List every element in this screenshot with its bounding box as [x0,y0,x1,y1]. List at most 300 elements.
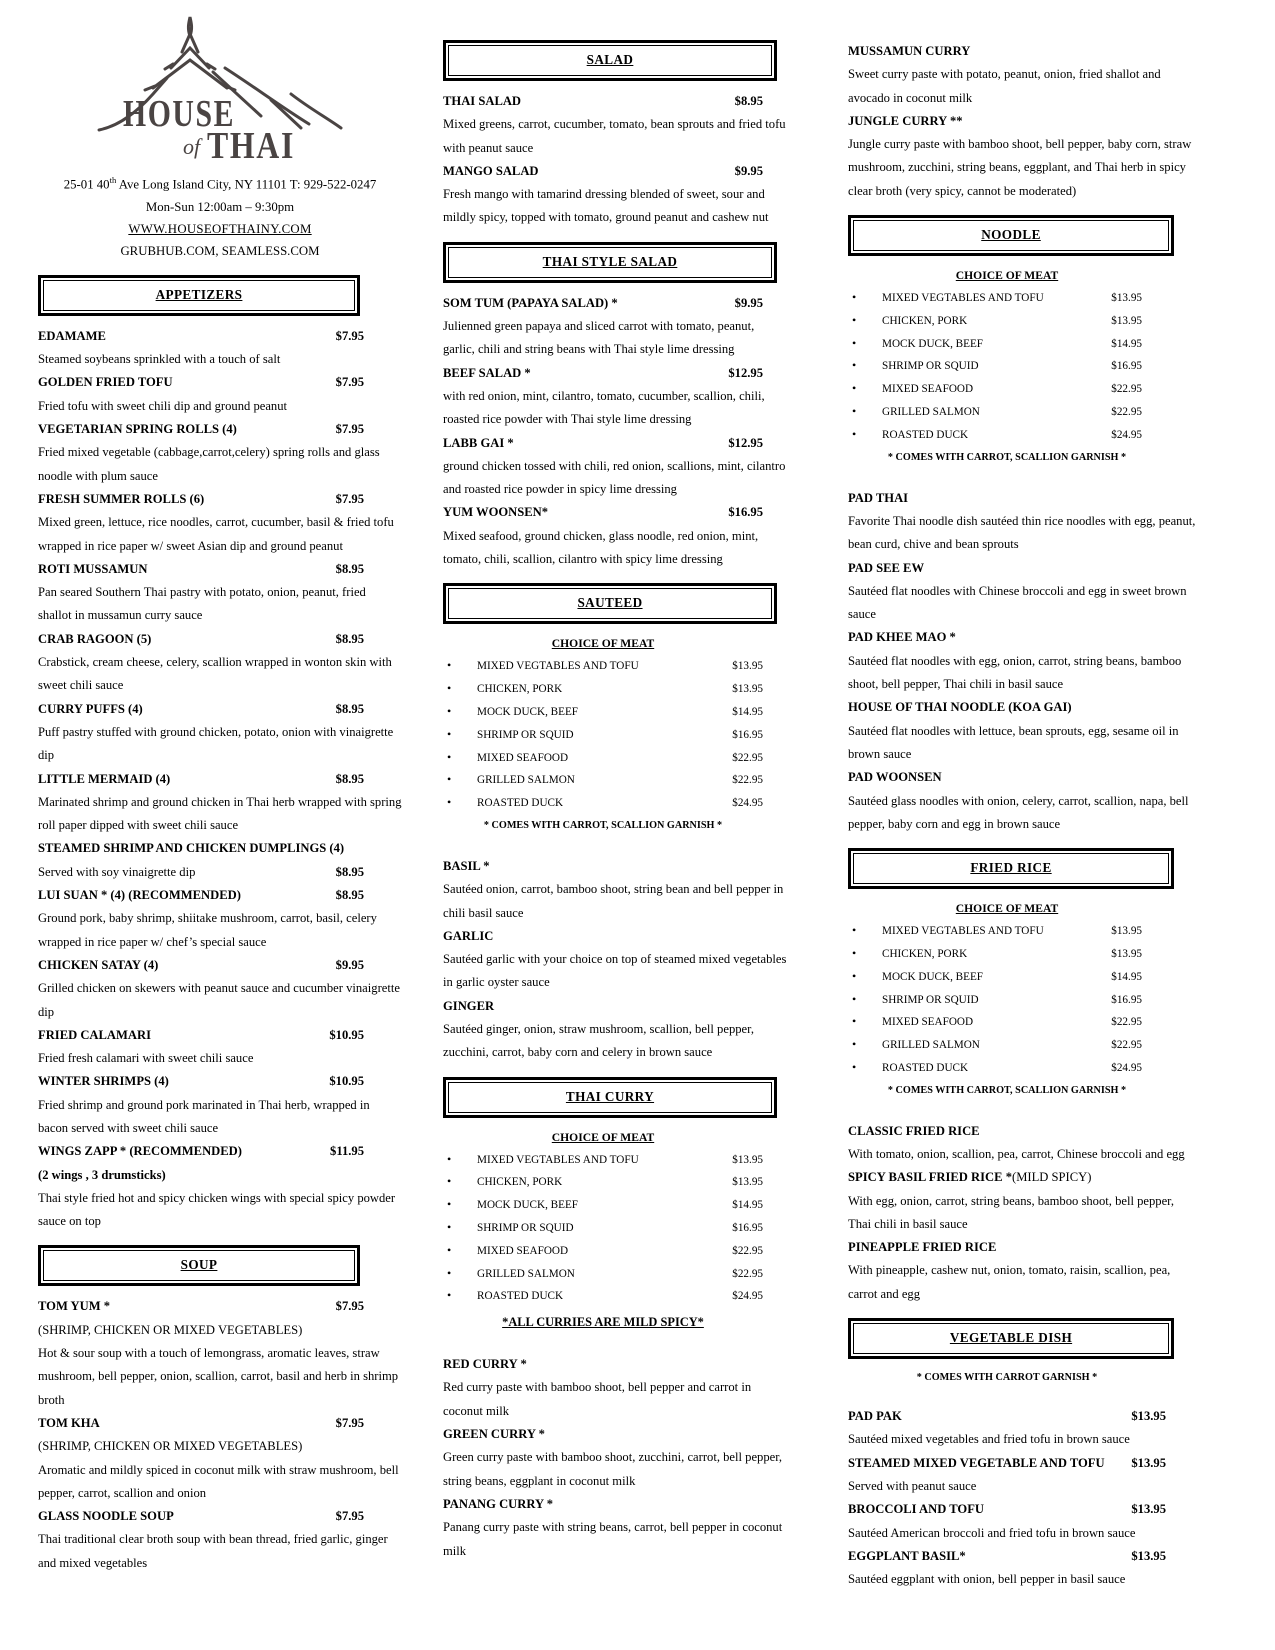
item-header [443,501,763,524]
item-name: STEAMED MIXED VEGETABLE AND TOFU [848,1455,1105,1470]
item-name: RED CURRY * [443,1357,527,1372]
item-description: Sautéed garlic with your choice on top of steamed mixed vegetables in garlic oyster sauce [443,952,787,990]
item-price: $7.95 [335,1415,364,1430]
item-name: CURRY PUFFS (4) [38,701,143,716]
section-header-inner [853,1323,1169,1354]
item-name: PANANG CURRY * [443,1496,554,1511]
choice-row [443,1217,763,1240]
choice-meat-name: MOCK DUCK, BEEF [882,970,984,983]
item-description: Grilled chicken on skewers with peanut sauce and cucumber vinaigrette dip [38,981,400,1019]
section-header-inner [448,1082,772,1113]
section-title: FRIED RICE [970,860,1052,876]
hours-line: Mon-Sun 12:00am – 9:30pm [145,199,295,214]
menu-item [848,40,1196,110]
choice-meat-price: $13.95 [1111,292,1142,305]
menu-item [38,1295,402,1411]
menu-item [38,628,402,698]
choice-note: * COMES WITH CARROT, SCALLION GARNISH * [887,1084,1127,1096]
choice-meat-price: $13.95 [732,683,763,696]
section-header-box [443,242,777,283]
choice-meat-price: $13.95 [732,1176,763,1189]
choice-meat-price: $24.95 [1111,428,1142,441]
choice-meat-price: $14.95 [1111,970,1142,983]
choice-of-meat-list [443,633,787,835]
choice-meat-price: $24.95 [1111,1061,1142,1074]
item-header [38,837,364,860]
menu-item [848,1166,1196,1236]
choice-row [848,310,1142,333]
item-name-suffix: (MILD SPICY) [1012,1170,1092,1185]
item-subtitle: (SHRIMP, CHICKEN OR MIXED VEGETABLES) [38,1322,303,1337]
choice-meat-price: $13.95 [732,1153,763,1166]
menu-item [38,371,402,418]
item-name: SOM TUM (PAPAYA SALAD) * [443,295,618,310]
item-header [848,487,1166,510]
choice-meat-name: ROASTED DUCK [882,428,969,441]
item-name: JUNGLE CURRY ** [848,113,963,128]
section-header-box [848,215,1174,256]
item-header [848,40,1166,63]
bullet-icon: • [852,358,857,373]
choice-meat-name: GRILLED SALMON [882,406,980,419]
menu-item [443,1423,787,1493]
choice-row [848,1057,1142,1080]
item-header [38,1412,364,1435]
item-price: $7.95 [335,328,364,343]
item-description: Mixed seafood, ground chicken, glass noodle, red onion, mint, tomato, chili, scallion, cilantro with spicy lime dressing [443,528,759,567]
item-description: Aromatic and mildly spiced in coconut milk with straw mushroom, bell pepper, carrot, scallion and onion [38,1462,399,1500]
bullet-icon: • [447,1151,452,1166]
item-description: Hot & sour soup with a touch of lemongrass, aromatic leaves, straw mushroom, bell pepper, onion, scallion, carrot, basil and herb in shrimp broth [38,1346,399,1407]
choice-meat-name: SHRIMP OR SQUID [477,728,574,741]
section-header-inner [853,220,1169,251]
item-name: TOM KHA [38,1415,100,1430]
item-price: $13.95 [1131,1409,1166,1424]
item-name: EDAMAME [38,328,106,343]
item-price: $8.95 [335,771,364,786]
choice-of-meat-list [848,265,1196,467]
section-header-box [848,1318,1174,1359]
choice-row [443,792,763,815]
item-header [38,628,364,651]
section-title: THAI STYLE SALAD [542,253,678,269]
item-header [38,698,364,721]
item-description: Sautéed eggplant with onion, bell pepper in basil sauce [848,1572,1126,1587]
bullet-icon: • [447,1288,452,1303]
choice-row [848,424,1142,447]
section-title: SALAD [586,52,634,67]
bullet-icon: • [447,795,452,810]
choice-meat-price: $14.95 [1111,337,1142,350]
section-title: VEGETABLE DISH [949,1330,1073,1346]
choice-meat-price: $22.95 [1111,1016,1142,1029]
item-description: Sweet curry paste with potato, peanut, onion, fried shallot and avocado in coconut milk [848,67,1161,105]
choice-note: *ALL CURRIES ARE MILD SPICY* [502,1315,704,1330]
bullet-icon: • [447,658,452,673]
item-name: BROCCOLI AND TOFU [848,1502,984,1517]
item-name: FRIED CALAMARI [38,1027,151,1042]
choice-meat-price: $13.95 [1111,947,1142,960]
choice-row [848,966,1142,989]
menu-item [443,160,787,230]
item-price: $7.95 [335,1299,364,1314]
item-description: Fried tofu with sweet chili dip and ground peanut [38,398,288,413]
item-description: Pan seared Southern Thai pastry with potato, onion, peanut, fried shallot in mussamun curry sauce [38,585,366,623]
item-name: YUM WOONSEN* [443,505,549,520]
choice-meat-price: $13.95 [1111,925,1142,938]
choice-meat-price: $22.95 [1111,1039,1142,1052]
item-price: $13.95 [1131,1502,1166,1517]
address-line [38,169,402,196]
choice-row [848,378,1142,401]
logo-text-of: of [183,134,201,159]
bullet-icon: • [852,426,857,441]
choice-meat-name: ROASTED DUCK [477,797,564,810]
section-title: APPETIZERS [155,286,243,302]
choice-meat-name: MOCK DUCK, BEEF [882,337,984,350]
choice-meat-price: $22.95 [732,751,763,764]
bullet-icon: • [852,991,857,1006]
item-name: GREEN CURRY * [443,1427,545,1442]
menu-item [38,1140,402,1233]
section-header-inner [43,1250,355,1281]
item-header [848,1405,1166,1428]
bullet-icon: • [852,1059,857,1074]
item-header [38,1505,364,1528]
menu-item [38,488,402,558]
section-header-box [443,40,777,81]
column-3 [848,0,1196,1591]
item-name: PAD THAI [848,490,909,505]
item-price: $11.95 [330,1144,364,1159]
item-name: GLASS NOODLE SOUP [38,1509,174,1524]
menu-item [38,1024,402,1071]
temple-logo-drawing [95,14,345,162]
choice-row [443,1149,763,1172]
column-2 [443,0,787,1563]
choice-row [848,943,1142,966]
item-price: $16.95 [728,505,763,520]
item-description: Puff pastry stuffed with ground chicken, potato, onion with vinaigrette dip [38,724,394,763]
spacer [848,1387,1196,1405]
item-header [848,766,1166,789]
item-header [848,1120,1166,1143]
item-name: PAD SEE EW [848,560,925,575]
item-name: STEAMED SHRIMP AND CHICKEN DUMPLINGS (4) [38,841,345,856]
choice-of-meat-title: CHOICE OF MEAT [955,902,1059,916]
item-description: Sautéed glass noodles with onion, celery, carrot, scallion, napa, bell pepper, baby corn and egg in brown sauce [848,793,1189,831]
item-description: Thai traditional clear broth soup with bean thread, fried garlic, ginger and mixed vegetables [38,1532,388,1570]
item-price: $8.95 [734,94,763,108]
bullet-icon: • [447,703,452,718]
choice-row [848,355,1142,378]
item-price: $9.95 [335,957,364,972]
spacer [848,1100,1196,1120]
item-name: PINEAPPLE FRIED RICE [848,1240,997,1255]
item-price: $7.95 [335,1509,364,1524]
column-3-flow [848,40,1196,1591]
menu-item [38,418,402,488]
choice-meat-name: MOCK DUCK, BEEF [477,1199,579,1212]
bullet-icon: • [447,1174,452,1189]
item-description: Steamed soybeans sprinkled with a touch of salt [38,352,281,367]
bullet-icon: • [852,381,857,396]
item-header [38,558,364,581]
item-name: WINGS ZAPP * (RECOMMENDED) [38,1144,242,1159]
item-name: LITTLE MERMAID (4) [38,771,171,786]
item-name: FRESH SUMMER ROLLS (6) [38,491,205,506]
choice-meat-price: $22.95 [1111,406,1142,419]
item-name: CRAB RAGOON (5) [38,631,152,646]
choice-meat-name: CHICKEN, PORK [477,683,563,696]
section-header-inner [448,247,772,278]
choice-of-meat-title: CHOICE OF MEAT [551,637,655,651]
menu-item [38,698,402,768]
choice-row [848,333,1142,356]
choice-meat-price: $22.95 [732,1267,763,1280]
bullet-icon: • [447,772,452,787]
item-description: Sautéed flat noodles with lettuce, bean sprouts, egg, sesame oil in brown sauce [848,723,1179,761]
menu-item [848,696,1196,766]
item-price: $8.95 [335,888,364,903]
bullet-icon: • [852,290,857,305]
item-price: $9.95 [734,163,763,178]
item-description: Fried shrimp and ground pork marinated in Thai herb, wrapped in bacon served with sweet chili sauce [38,1097,370,1135]
section-header-box [38,275,360,316]
section-title: NOODLE [981,227,1041,243]
item-name: CLASSIC FRIED RICE [848,1123,980,1138]
item-header [443,1423,763,1446]
item-description: Jungle curry paste with bamboo shoot, bell pepper, baby corn, straw mushroom, zucchini, string beans, eggplant, and Thai herb in spicy clear broth (very spicy, cannot be moderated) [848,137,1192,198]
bullet-icon: • [852,945,857,960]
menu-item [443,362,787,432]
menu-item [443,292,787,362]
menu-item [848,1120,1196,1167]
section-header-box [38,1245,360,1286]
item-subtitle: (SHRIMP, CHICKEN OR MIXED VEGETABLES) [38,1439,303,1454]
choice-row [443,724,763,747]
menu-item [38,954,402,1024]
item-price: $8.95 [335,631,364,646]
menu-item [443,1353,787,1423]
bullet-icon: • [447,1242,452,1257]
item-name: THAI SALAD [443,94,522,108]
choice-meat-name: CHICKEN, PORK [477,1176,563,1189]
item-header [38,325,364,348]
item-description: Sautéed American broccoli and fried tofu in brown sauce [848,1525,1136,1540]
choice-row [848,1034,1142,1057]
section-header-box [443,583,777,624]
choice-meat-price: $16.95 [1111,360,1142,373]
choice-meat-name: GRILLED SALMON [477,1267,575,1280]
website-link: WWW.HOUSEOFTHAINY.COM [128,222,312,237]
menu-item [38,558,402,628]
menu-item [443,925,787,995]
item-name: LUI SUAN * (4) (RECOMMENDED) [38,888,241,903]
item-header [38,1070,364,1093]
choice-row [443,747,763,770]
item-name: GINGER [443,998,495,1013]
item-name: GARLIC [443,928,494,943]
menu-item [848,1405,1196,1452]
item-name: SPICY BASIL FRIED RICE *(MILD SPICY) [848,1170,1092,1185]
bullet-icon: • [447,1197,452,1212]
choice-meat-name: SHRIMP OR SQUID [882,360,979,373]
item-description: Crabstick, cream cheese, celery, scallion wrapped in wonton skin with sweet chili sauce [38,655,392,693]
choice-row [443,1240,763,1263]
choice-meat-name: GRILLED SALMON [477,774,575,787]
restaurant-logo [38,14,402,167]
choice-note: * COMES WITH CARROT, SCALLION GARNISH * [887,451,1127,463]
choice-meat-price: $13.95 [1111,314,1142,327]
item-name: CHICKEN SATAY (4) [38,957,159,972]
item-header [443,1353,763,1376]
bullet-icon: • [852,335,857,350]
choice-row [443,1285,763,1308]
item-description: with red onion, mint, cilantro, tomato, cucumber, scallion, chili, roasted rice powder with Thai style lime dressing [443,388,765,427]
item-header [38,488,364,511]
menu-item [443,1493,787,1563]
choice-row [848,287,1142,310]
menu-item [848,766,1196,836]
item-name: MANGO SALAD [443,163,539,178]
item-name: PAD KHEE MAO * [848,630,956,645]
choice-row [443,1194,763,1217]
item-price: $10.95 [329,1074,364,1089]
item-header [38,1140,364,1163]
bullet-icon: • [852,968,857,983]
section-header-inner [448,45,772,76]
choice-of-meat-title: CHOICE OF MEAT [955,269,1059,283]
item-price: $12.95 [728,435,763,450]
choice-row [848,401,1142,424]
menu-item [443,432,787,502]
item-description: Mixed green, lettuce, rice noodles, carrot, cucumber, basil & fried tofu wrapped in rice paper w/ sweet Asian dip and ground peanut [38,515,394,553]
bullet-icon: • [852,312,857,327]
item-name: BEEF SALAD * [443,365,531,380]
menu-item [848,487,1196,557]
item-name: LABB GAI * [443,435,514,450]
item-header [443,925,763,948]
menu-item [848,557,1196,627]
item-description: Ground pork, baby shrimp, shiitake mushroom, carrot, basil, celery wrapped in rice paper w/ chef’s special sauce [38,911,377,949]
menu-item [38,325,402,372]
item-description: Sautéed mixed vegetables and fried tofu in brown sauce [848,1432,1130,1447]
item-price: $8.95 [335,864,364,879]
choice-meat-name: SHRIMP OR SQUID [477,1221,574,1234]
item-header [848,110,1166,133]
choice-note: * COMES WITH CARROT, SCALLION GARNISH * [483,819,723,831]
item-header [848,1498,1166,1521]
section-title: THAI CURRY [565,1088,655,1104]
section-header-inner [43,280,355,311]
item-name: WINTER SHRIMPS (4) [38,1074,169,1089]
bullet-icon: • [852,1037,857,1052]
choice-meat-name: MIXED SEAFOOD [477,1244,569,1257]
item-description: Served with peanut sauce [848,1478,977,1493]
item-description: Sautéed onion, carrot, bamboo shoot, string bean and bell pepper in chili basil sauce [443,882,784,920]
item-price: $7.95 [335,375,364,390]
menu-item [38,837,402,884]
address-superscript: th [109,175,117,185]
item-price: $8.95 [335,701,364,716]
bullet-icon: • [447,1219,452,1234]
item-header [443,362,763,385]
item-subtitle: (2 wings , 3 drumsticks) [38,1167,166,1182]
choice-meat-price: $16.95 [732,728,763,741]
choice-meat-name: MIXED VEGTABLES AND TOFU [882,925,1044,938]
choice-meat-price: $24.95 [732,1290,763,1303]
choice-meat-price: $22.95 [732,1244,763,1257]
item-header [848,1452,1166,1475]
address-text-rest: Ave Long Island City, NY 11101 T: 929-522-0247 [116,177,377,192]
item-description: Green curry paste with bamboo shoot, zucchini, carrot, bell pepper, string beans, eggplant in coconut milk [443,1450,783,1488]
item-description: Red curry paste with bamboo shoot, bell pepper and carrot in coconut milk [443,1380,752,1418]
column-2-flow [443,40,787,1563]
item-price: $9.95 [734,295,763,310]
choice-meat-name: ROASTED DUCK [882,1061,969,1074]
section-header-box [443,1077,777,1118]
item-header [38,1295,364,1318]
item-header [848,1236,1166,1259]
address-text: 25-01 40 [63,177,110,192]
menu-item [443,90,787,160]
item-name: MUSSAMUN CURRY [848,44,971,58]
item-price: $12.95 [728,365,763,380]
bullet-icon: • [852,923,857,938]
spacer [443,835,787,855]
choice-of-meat-title: CHOICE OF MEAT [551,1130,655,1144]
item-price: $10.95 [329,1027,364,1042]
item-name: HOUSE OF THAI NOODLE (KOA GAI) [848,700,1072,715]
item-header [443,432,763,455]
item-description: Julienned green papaya and sliced carrot with tomato, peanut, garlic, chili and string beans with Thai style lime dressing [443,319,755,357]
choice-meat-price: $13.95 [732,660,763,673]
choice-meat-name: MIXED VEGTABLES AND TOFU [882,292,1044,305]
item-header [38,884,364,907]
item-header [443,1493,763,1516]
choice-row [443,655,763,678]
item-description: Sautéed ginger, onion, straw mushroom, scallion, bell pepper, zucchini, carrot, baby corn and celery in brown sauce [443,1022,754,1060]
item-header [443,160,763,183]
item-header [443,855,763,878]
choice-meat-name: SHRIMP OR SQUID [882,993,979,1006]
item-name: ROTI MUSSAMUN [38,561,148,576]
bullet-icon: • [447,681,452,696]
menu-item [38,768,402,838]
item-description: Marinated shrimp and ground chicken in Thai herb wrapped with spring roll paper dipped with sweet chili sauce [38,794,402,833]
choice-meat-name: ROASTED DUCK [477,1290,564,1303]
spacer [443,1333,787,1353]
item-header [38,1024,364,1047]
item-name: VEGETARIAN SPRING ROLLS (4) [38,422,237,437]
choice-meat-name: MIXED SEAFOOD [477,751,569,764]
item-price: $13.95 [1131,1455,1166,1470]
item-description: Fresh mango with tamarind dressing blended of sweet, sour and mildly spicy, topped with tomato, ground peanut and cashew nut [443,187,769,225]
menu-item [848,110,1196,203]
menu-item [443,501,787,571]
item-description: With tomato, onion, scallion, pea, carrot, Chinese broccoli and egg [848,1146,1185,1161]
item-description-row [38,861,364,884]
choice-meat-price: $16.95 [732,1221,763,1234]
menu-item [443,995,787,1065]
choice-meat-price: $22.95 [1111,383,1142,396]
choice-meat-name: MOCK DUCK, BEEF [477,705,579,718]
item-price: $13.95 [1131,1548,1166,1563]
choice-meat-name: MIXED VEGTABLES AND TOFU [477,660,639,673]
item-header [848,626,1166,649]
menu-item [848,1498,1196,1545]
